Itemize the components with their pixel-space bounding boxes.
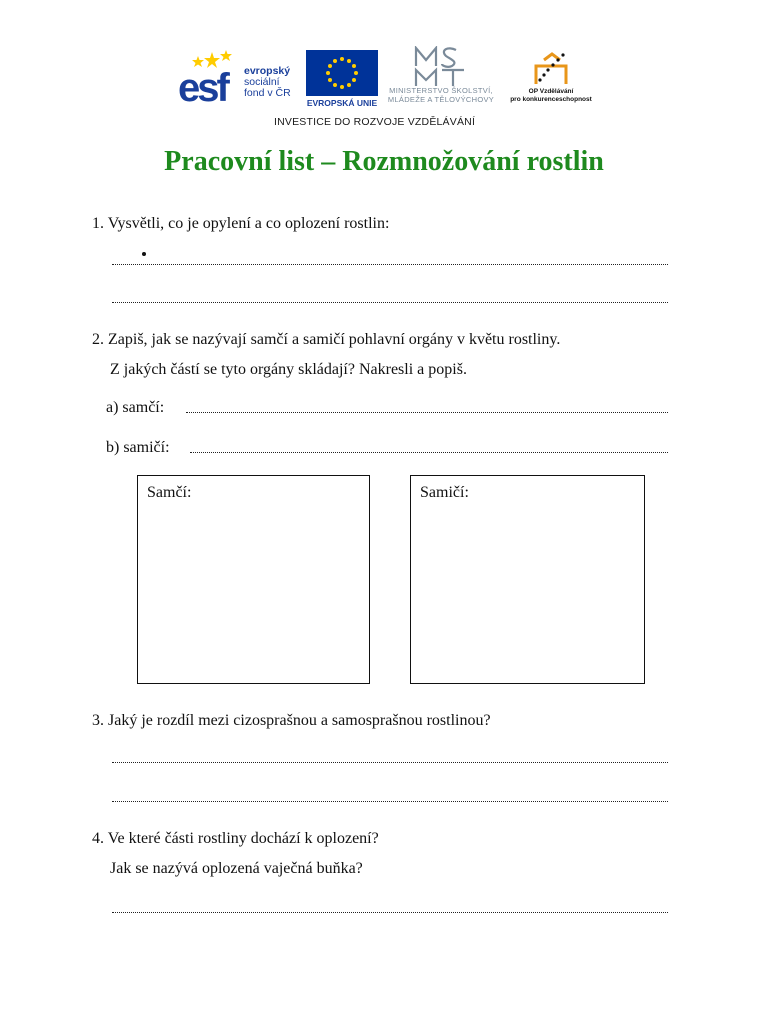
question-2a-label: a) samčí: bbox=[106, 399, 165, 416]
drawing-box-male-label: Samčí: bbox=[147, 484, 192, 501]
esf-mark: esf bbox=[178, 66, 227, 110]
answer-line-3b[interactable] bbox=[112, 801, 668, 802]
esf-line1: evropský bbox=[244, 65, 291, 77]
question-3: 3. Jaký je rozdíl mezi cizosprašnou a samosprašnou rostlinou? bbox=[92, 712, 491, 729]
answer-line-1b[interactable] bbox=[112, 302, 668, 303]
eu-flag-icon bbox=[306, 50, 378, 96]
answer-line-2a[interactable] bbox=[186, 412, 668, 413]
esf-logo bbox=[176, 50, 298, 110]
drawing-box-male[interactable] bbox=[137, 475, 370, 684]
esf-line2: sociální bbox=[244, 76, 280, 88]
header-logos bbox=[176, 44, 596, 134]
esf-line3: fond v ČR bbox=[244, 87, 291, 99]
question-1: 1. Vysvětli, co je opylení a co oplození rostlin: bbox=[92, 215, 390, 232]
drawing-box-female-label: Samičí: bbox=[420, 484, 469, 501]
esf-text bbox=[244, 66, 291, 99]
question-4-line1: 4. Ve které části rostliny dochází k oplození? bbox=[92, 830, 379, 847]
question-4-line2: Jak se nazývá oplozená vaječná buňka? bbox=[110, 860, 363, 877]
question-2-line1: 2. Zapiš, jak se nazývají samčí a samičí pohlavní orgány v květu rostliny. bbox=[92, 331, 561, 348]
eu-label: EVROPSKÁ UNIE bbox=[306, 98, 378, 108]
question-2-line2: Z jakých částí se tyto orgány skládají? Nakresli a popiš. bbox=[110, 361, 467, 378]
op-mark-icon bbox=[530, 50, 572, 86]
answer-line-4[interactable] bbox=[112, 912, 668, 913]
msmt-text bbox=[382, 86, 500, 104]
op-logo bbox=[506, 50, 596, 112]
stray-dot bbox=[142, 252, 146, 256]
msmt-line1: MINISTERSTVO ŠKOLSTVÍ, bbox=[389, 86, 493, 95]
eu-logo bbox=[306, 50, 378, 112]
answer-line-2b[interactable] bbox=[190, 452, 668, 453]
msmt-mark-icon bbox=[412, 46, 468, 88]
question-2b-label: b) samičí: bbox=[106, 439, 170, 456]
op-text bbox=[506, 88, 596, 104]
msmt-line2: MLÁDEŽE A TĚLOVÝCHOVY bbox=[387, 95, 495, 104]
answer-line-1a[interactable] bbox=[112, 264, 668, 265]
msmt-logo bbox=[382, 46, 500, 112]
op-line1: OP Vzdělávání bbox=[528, 88, 574, 95]
op-line2: pro konkurenceschopnost bbox=[510, 96, 592, 103]
drawing-box-female[interactable] bbox=[410, 475, 645, 684]
page-title: Pracovní list – Rozmnožování rostlin bbox=[164, 146, 604, 177]
answer-line-3a[interactable] bbox=[112, 762, 668, 763]
investice-text: INVESTICE DO ROZVOJE VZDĚLÁVÁNÍ bbox=[274, 116, 476, 128]
